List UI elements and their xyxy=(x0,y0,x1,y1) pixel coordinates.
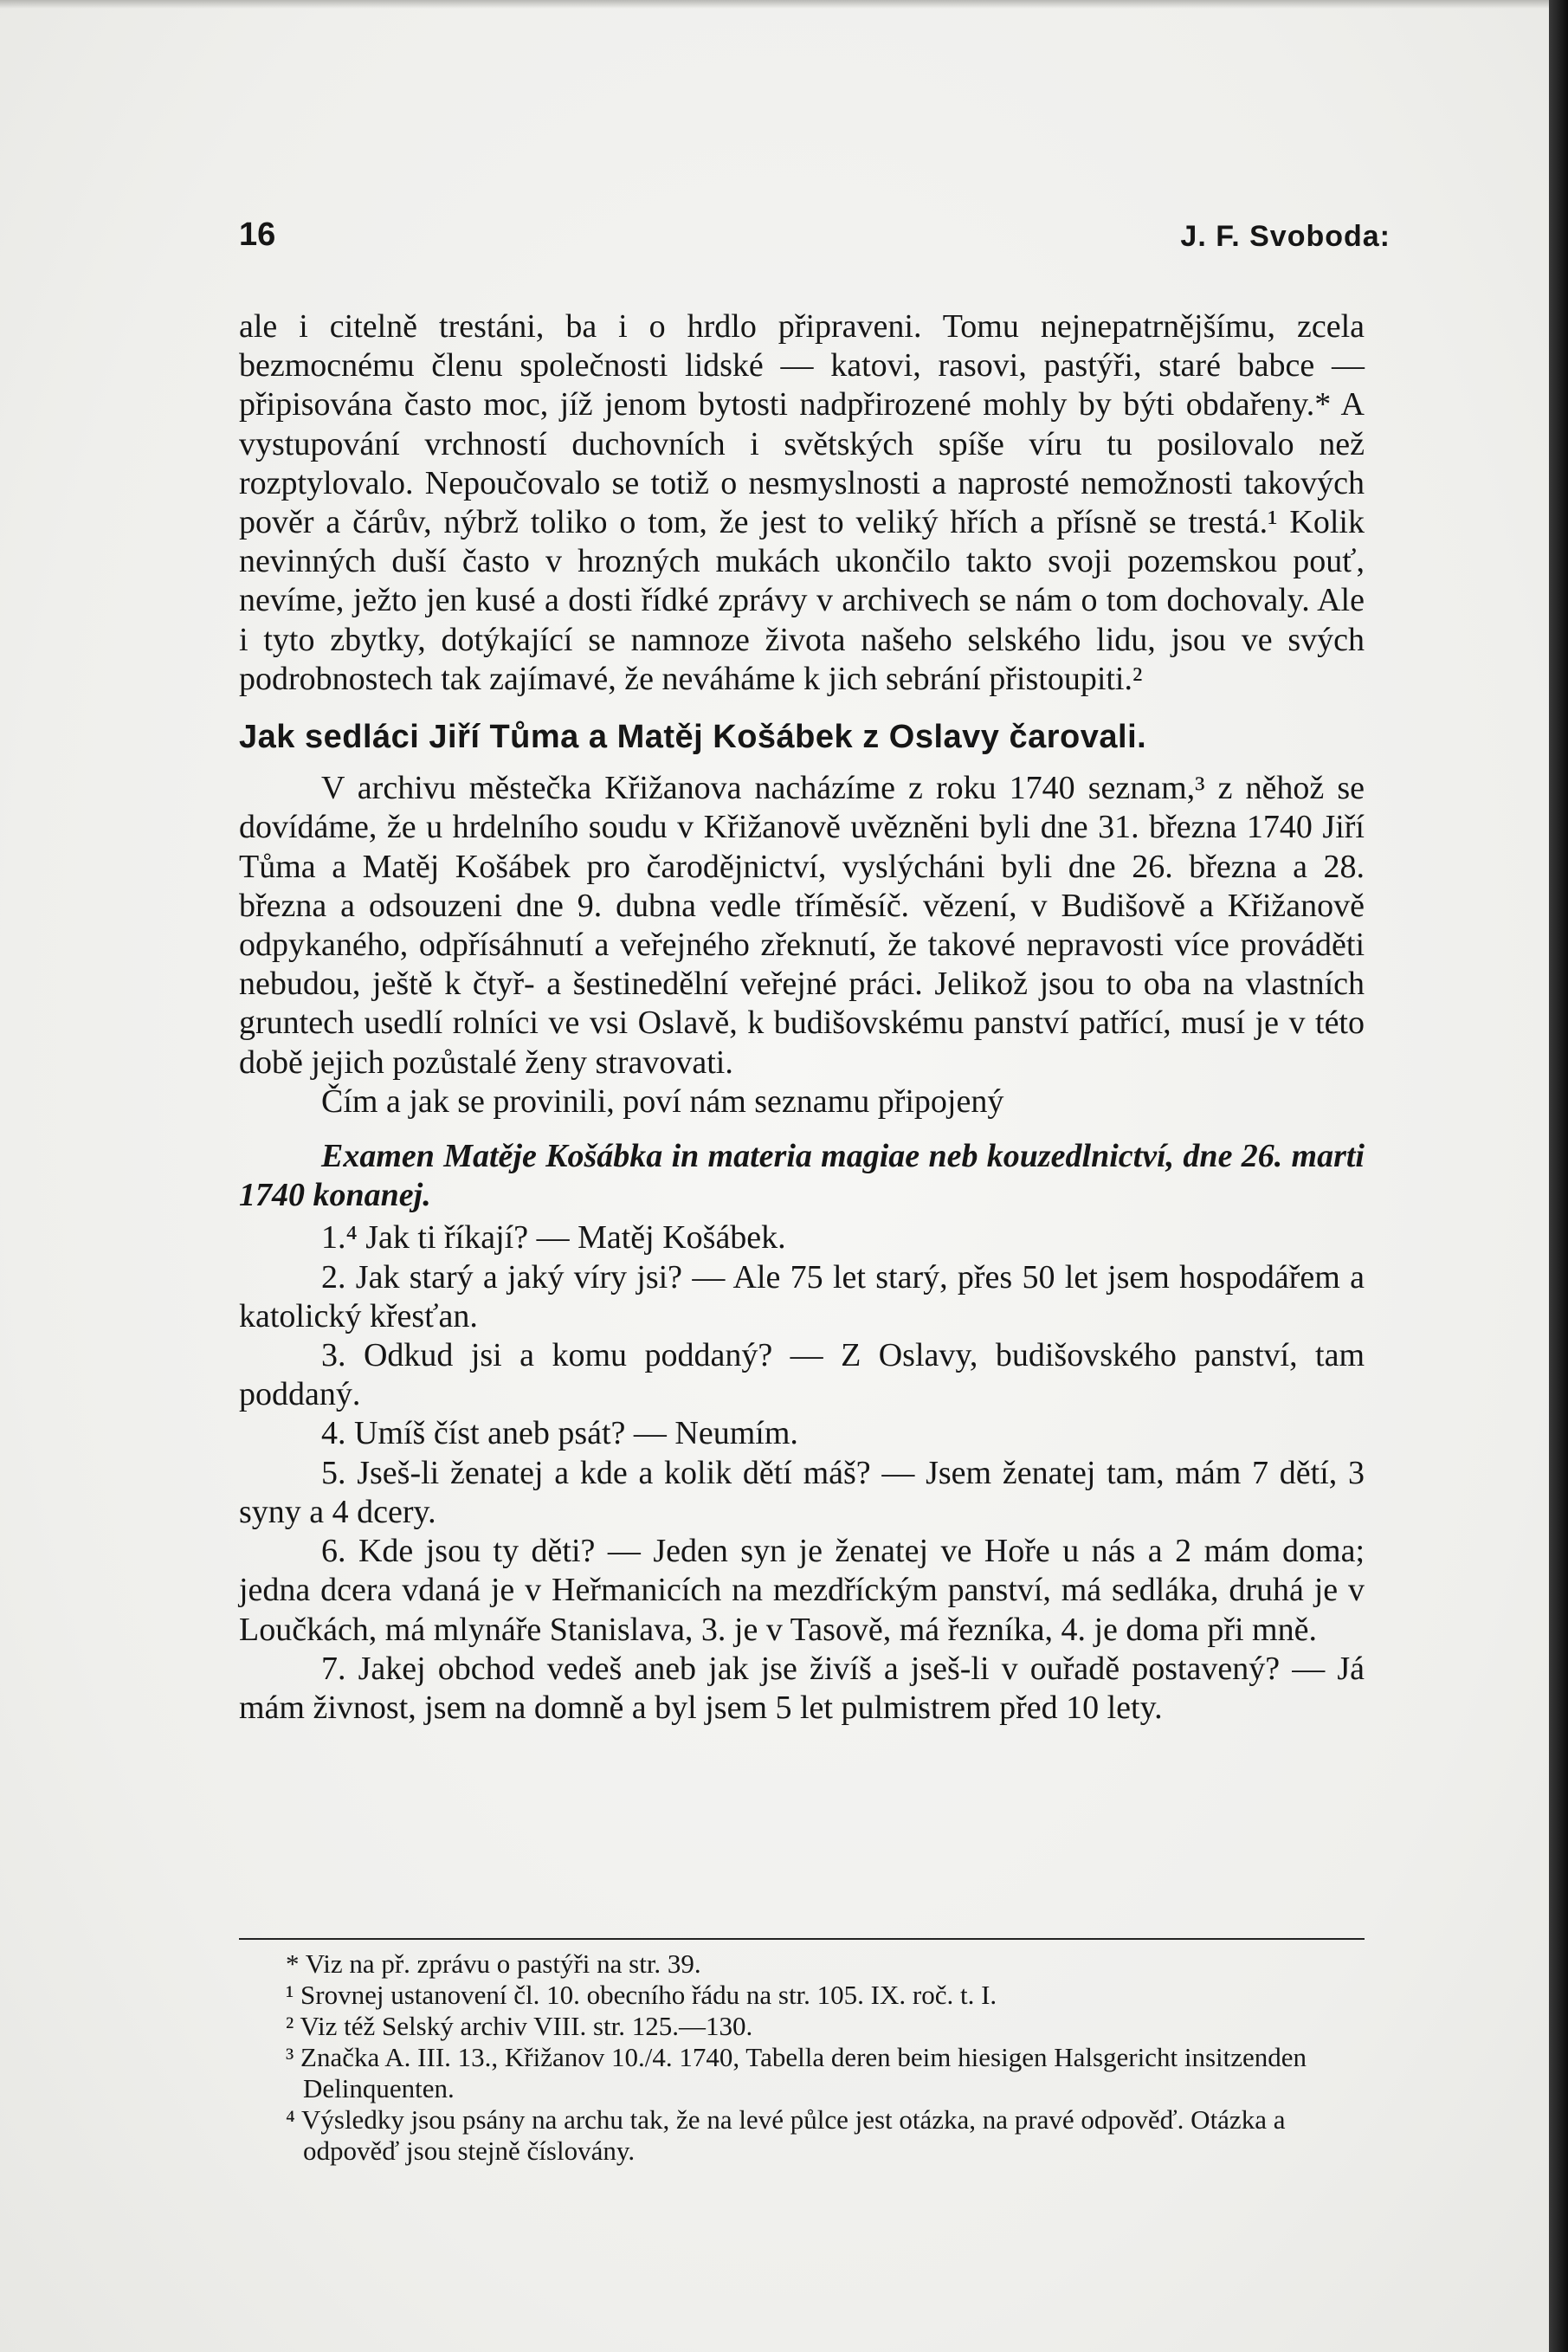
exam-title: Examen Matěje Košábka in materia magiae neb kouzedlnictví, dne 26. marti 1740 konanej. xyxy=(239,1138,1365,1214)
footnote: ² Viz též Selský archiv VIII. str. 125.—130. xyxy=(286,2011,753,2041)
question-item: 2. Jak starý a jaký víry jsi? — Ale 75 let starý, přes 50 let jsem hospodářem a katolický křesťan. xyxy=(239,1258,1365,1334)
footnote-rule xyxy=(239,1938,1365,1940)
page-header xyxy=(239,216,1391,268)
intro-paragraph: ale i citelně trestáni, ba i o hrdlo připraveni. Tomu nejnepatrnějšímu, zcela bezmocnému členu společnosti lidské — katovi, rasovi, pastýři, staré babce — připisována často moc, jíž jenom bytosti nadpřirozené mohly by býti obdařeny.* A vystupování vrchností duchovních i světských spíše víru tu posilovalo než rozptylovalo. Nepoučovalo se totiž o nesmyslnosti a naprosté nemožnosti takových pověr a čárův, nýbrž toliko o tom, že jest to veliký hřích a přísně se trestá.¹ Kolik nevinných duší často v hrozných mukách ukončilo takto svoji pozemskou pouť, nevíme, ježto jen kusé a dosti řídké zprávy v archivech se nám o tom dochovaly. Ale i tyto zbytky, dotýkající se namnoze života našeho selského lidu, jsou ve svých podrobnostech tak zajímavé, že neváháme k jich sebrání přistoupiti.² xyxy=(239,308,1365,697)
page-top-shadow xyxy=(0,0,1568,9)
footnote: ¹ Srovnej ustanovení čl. 10. obecního řádu na str. 105. IX. roč. t. I. xyxy=(286,1980,997,2010)
running-head: J. F. Svoboda: xyxy=(1180,220,1391,253)
transition-line: Čím a jak se provinili, poví nám seznamu připojený xyxy=(321,1082,1004,1120)
section-heading: Jak sedláci Jiří Tůma a Matěj Košábek z Oslavy čarovali. xyxy=(239,719,1147,756)
footnote: * Viz na př. zprávu o pastýři na str. 39. xyxy=(286,1948,701,1979)
section-paragraph: V archivu městečka Křižanova nacházíme z roku 1740 seznam,³ z něhož se dovídáme, že u hrdelního soudu v Křižanově uvězněni byli dne 31. března 1740 Jiří Tůma a Matěj Košábek pro čarodějnictví, vyslýcháni byli dne 26. března a 28. března a odsouzeni dne 9. dubna vedle tříměsíč. vězení, v Budišově a Křižanově odpykaného, odpřísáhnutí a veřejného zřeknutí, že takové nepravosti více prováděti nebudou, ještě k čtyř- a šestinedělní veřejné práci. Jelikož jsou to oba na vlastních gruntech usedlí rolníci ve vsi Oslavě, k budišovskému panství patřící, musí je v této době jejich pozůstalé ženy stravovati. xyxy=(239,770,1365,1081)
footnote: ⁴ Výsledky jsou psány na archu tak, že na levé půlce jest otázka, na pravé odpověď. Otázka a odpověď jsou stejně číslovány. xyxy=(286,2104,1286,2166)
question-item: 7. Jakej obchod vedeš aneb jak jse živíš a jseš-li v ouřadě postavený? — Já mám živnost, jsem na domně a byl jsem 5 let pulmistrem před 10 lety. xyxy=(239,1650,1365,1726)
question-item: 6. Kde jsou ty děti? — Jeden syn je ženatej ve Hoře u nás a 2 mám doma; jedna dcera vdaná je v Heřmanicích na mezdříckým panství, má sedláka, druhá je v Loučkách, má mlynáře Stanislava, 3. je v Tasově, má řezníka, 4. je doma při mně. xyxy=(239,1533,1365,1648)
page-right-edge xyxy=(1549,0,1568,2352)
footnotes xyxy=(239,1948,1373,2167)
page-number: 16 xyxy=(239,216,276,253)
question-item: 5. Jseš-li ženatej a kde a kolik dětí máš? — Jsem ženatej tam, mám 7 dětí, 3 syny a 4 dcery. xyxy=(239,1454,1365,1530)
question-item: 1.⁴ Jak ti říkají? — Matěj Košábek. xyxy=(321,1219,786,1257)
footnote: ³ Značka A. III. 13., Křižanov 10./4. 1740, Tabella deren beim hiesigen Halsgericht insitzenden Delinquenten. xyxy=(286,2042,1307,2103)
question-item: 3. Odkud jsi a komu poddaný? — Z Oslavy, budišovského panství, tam poddaný. xyxy=(239,1337,1365,1413)
question-item: 4. Umíš číst aneb psát? — Neumím. xyxy=(321,1415,798,1452)
page-body xyxy=(239,307,1365,1728)
